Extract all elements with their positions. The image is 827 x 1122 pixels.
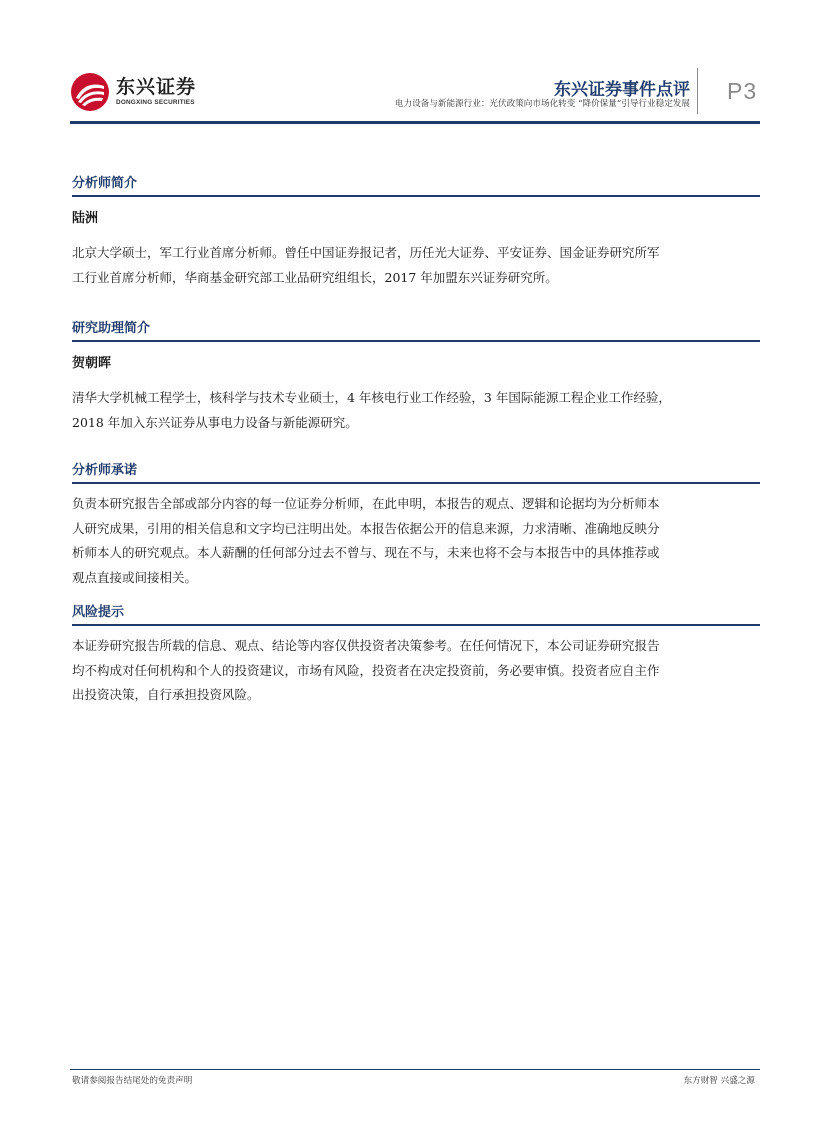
paragraph-line: 清华大学机械工程学士，核科学与技术专业硕士，4 年核电行业工作经验，3 年国际能源工程企业工作经验， — [72, 390, 671, 405]
page-number: P3 — [727, 78, 758, 104]
footer-rule — [70, 1069, 760, 1070]
section-title: 分析师承诺 — [72, 463, 138, 478]
assistant-bio — [72, 386, 760, 435]
paragraph-line: 北京大学硕士，军工行业首席分析师。曾任中国证券报记者，历任光大证券、平安证券、国金证券研究所军 — [72, 245, 660, 260]
section-title: 风险提示 — [72, 605, 125, 620]
section-analyst-intro — [72, 174, 760, 290]
section-analyst-commitment — [72, 461, 760, 590]
section-rule — [72, 482, 760, 484]
header-divider — [697, 68, 698, 114]
paragraph-line: 观点直接或间接相关。 — [72, 569, 198, 585]
section-assistant-intro — [72, 319, 760, 435]
company-logo — [70, 70, 200, 114]
section-title: 研究助理简介 — [72, 321, 151, 336]
assistant-name: 贺朝晖 — [72, 356, 112, 371]
page-header — [0, 0, 827, 130]
paragraph-line: 析师本人的研究观点。本人薪酬的任何部分过去不曾与、现在不与，未来也将不会与本报告中的具体推荐或 — [72, 545, 660, 560]
paragraph-line: 人研究成果，引用的相关信息和文字均已注明出处。本报告依据公开的信息来源，力求清晰、准确地反映分 — [72, 520, 660, 536]
footer-disclaimer-note: 敬请参阅报告结尾处的免责声明 — [72, 1076, 193, 1086]
header-rule — [70, 121, 760, 124]
commitment-text — [72, 492, 760, 590]
logo-english-name: DONGXING SECURITIES — [116, 99, 195, 106]
risk-text — [72, 634, 760, 708]
analyst-bio — [72, 241, 760, 290]
paragraph-line: 工行业首席分析师，华商基金研究部工业品研究组组长，2017 年加盟东兴证券研究所。 — [72, 269, 558, 285]
section-rule — [72, 340, 760, 342]
section-title: 分析师简介 — [72, 176, 138, 191]
section-rule — [72, 624, 760, 626]
paragraph-line: 负责本研究报告全部或部分内容的每一位证券分析师，在此申明，本报告的观点、逻辑和论据均为分析师本 — [72, 496, 660, 511]
report-type-title: 东兴证券事件点评 — [554, 80, 690, 100]
paragraph-line: 出投资决策，自行承担投资风险。 — [72, 687, 260, 702]
paragraph-line: 2018 年加入东兴证券从事电力设备与新能源研究。 — [72, 414, 358, 430]
analyst-name: 陆洲 — [72, 211, 99, 226]
footer-slogan: 东方财智 兴盛之源 — [683, 1076, 755, 1086]
paragraph-line: 本证券研究报告所载的信息、观点、结论等内容仅供投资者决策参考。在任何情况下，本公司证券研究报告 — [72, 638, 660, 653]
dongxing-logo-icon — [70, 72, 110, 112]
paragraph-line: 均不构成对任何机构和个人的投资建议，市场有风险，投资者在决定投资前，务必要审慎。投资者应自主作 — [72, 662, 660, 678]
report-subtitle: 电力设备与新能源行业：光伏政策向市场化转变 “降价保量”引导行业稳定发展 — [394, 99, 690, 109]
logo-chinese-name: 东兴证券 — [116, 76, 197, 98]
section-rule — [72, 195, 760, 197]
section-risk-warning — [72, 603, 760, 708]
